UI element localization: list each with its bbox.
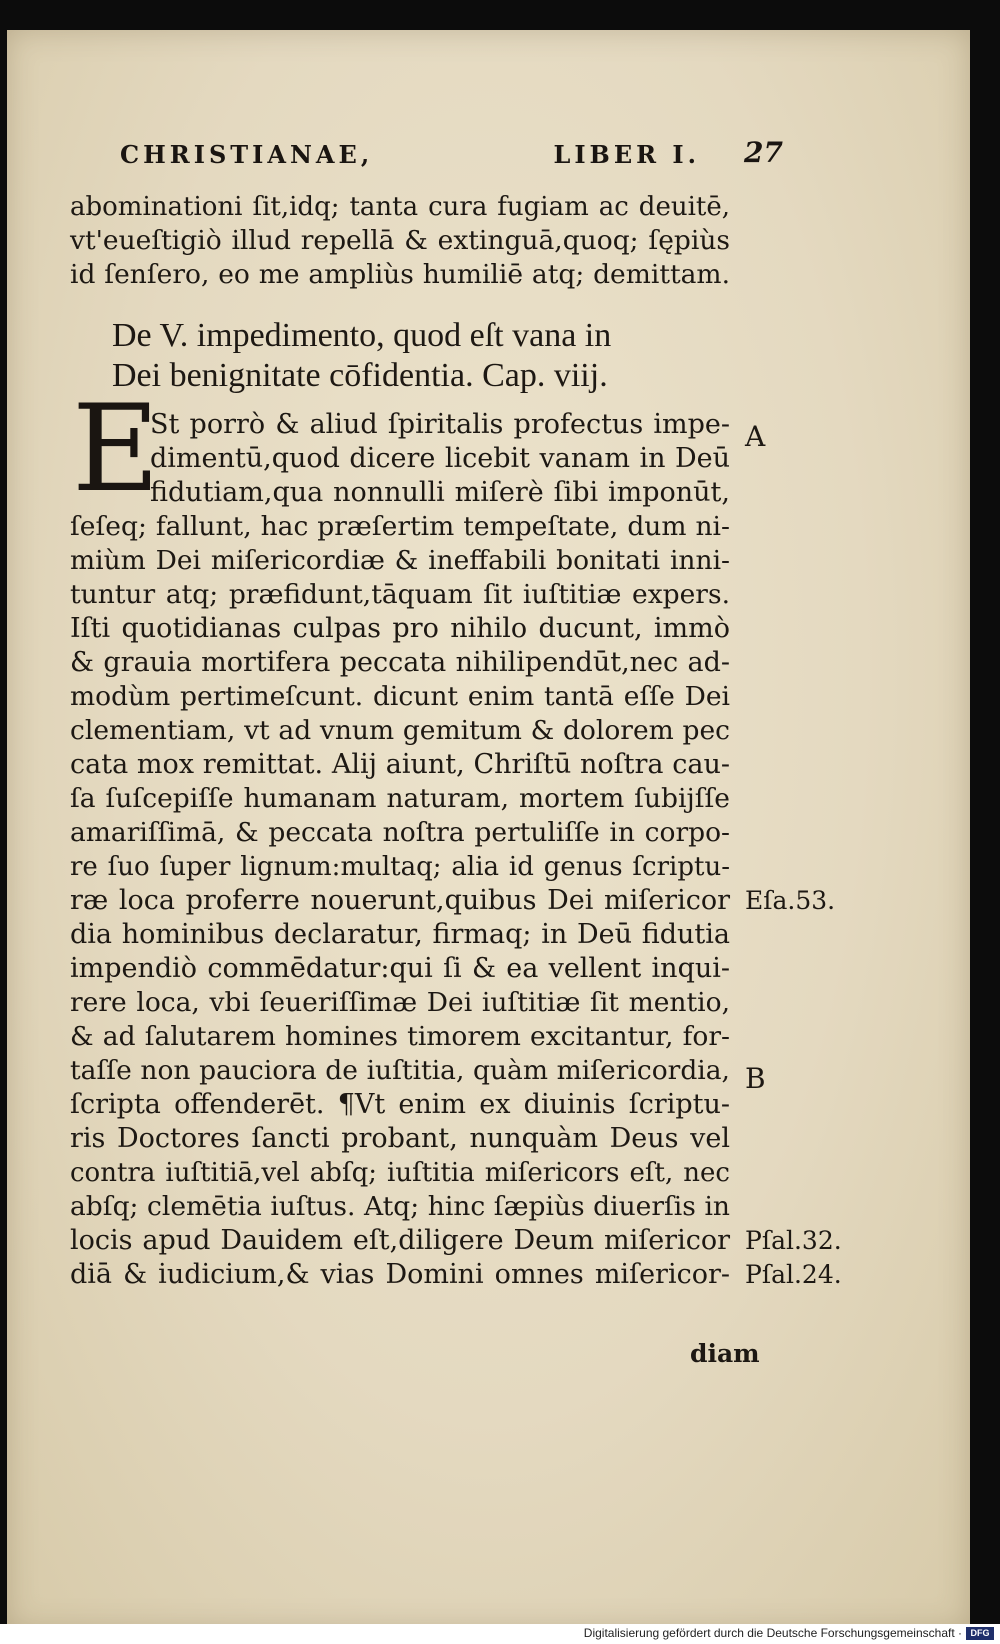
body-line: St porrò & aliud ſpiritalis profectus impe- [150,409,730,440]
body-line: contra iuſtitiā,vel abſq; iuſtitia miſericors eſt, nec [70,1158,730,1188]
margin-note-psal-32: Pſal.32. [745,1226,842,1255]
funding-notice: Digitalisierung gefördert durch die Deutsche Forschungsgemeinschaft · [583,1626,962,1640]
body-line: re ſuo ſuper lignum:multaq; alia id genus ſcriptu- [70,852,730,882]
running-head-left: CHRISTIANAE, [120,140,374,169]
body-line: miùm Dei miſericordiæ & ineffabili bonitati inni- [70,545,730,576]
margin-note-a: A [745,420,766,453]
body-line: impendiò commēdatur:qui ſi & ea vellent inqui- [70,953,730,984]
body-line: ræ loca proferre nouerunt,quibus Dei miſericor [70,885,730,916]
body-line: & grauia mortifera peccata nihilipendūt,nec ad- [70,647,730,678]
drop-cap-initial: E [72,380,160,519]
body-line: ſcripta offenderēt. ¶Vt enim ex diuinis ſcriptu- [70,1089,730,1120]
body-line: modùm pertimeſcunt. dicunt enim tantā eſſe Dei [70,681,730,712]
body-line: Iſti quotidianas culpas pro nihilo ducunt, immò [70,613,730,644]
running-head-right: LIBER I. [553,140,700,169]
margin-note-b: B [745,1062,766,1095]
body-line: clementiam, vt ad vnum gemitum & dolorem pec [70,715,730,746]
page-number: 27 [744,136,783,169]
running-head [120,140,700,169]
body-line: ſeſeq; fallunt, hac præſertim tempeſtate, dum ni- [70,511,730,542]
margin-note-psal-24: Pſal.24. [745,1260,842,1289]
body-line: abſq; clemētia iuſtus. Atq; hinc ſæpiùs diuerſis in [70,1191,730,1222]
body-line: ris Doctores ſancti probant, nunquàm Deus vel [70,1123,730,1154]
body-line: dia hominibus declaratur, firmaq; in Deū fidutia [70,919,730,950]
body-line: ſa ſuſcepiſſe humanam naturam, mortem ſubijſſe [70,783,730,814]
body-line: & ad ſalutarem homines timorem excitantur, for- [70,1021,730,1052]
body-line: tuntur atq; præfidunt,tāquam ſit iuſtitiæ expers. [70,579,730,610]
body-line: amariſſimā, & peccata noſtra pertuliſſe in corpo- [70,817,730,848]
body-line: locis apud Dauidem eſt,diligere Deum miſericor [70,1225,730,1256]
body-line: taſſe non pauciora de iuſtitia, quàm miſericordia, [70,1055,730,1086]
body-line: diā & iudicium,& vias Domini omnes miſericor- [70,1259,730,1290]
chapter-heading-line: De V. impedimento, quod eſt vana in [112,317,612,354]
continuation-line: abominationi ſit,idq; tanta cura fugiam ac deuitē, [70,192,730,222]
margin-note-esa: Eſa.53. [745,886,836,915]
chapter-heading-line: Dei benignitate cōfidentia. Cap. viij. [112,357,608,394]
dfg-logo: DFG [966,1627,994,1640]
continuation-line: id ſenſero, eo me ampliùs humiliē atq; demittam. [70,259,730,290]
body-line: dimentū,quod dicere licebit vanam in Deū [150,443,730,474]
catchword: diam [690,1339,760,1368]
body-line: rere loca, vbi ſeueriſſimæ Dei iuſtitiæ ſit mentio, [70,987,730,1018]
body-line: fidutiam,qua nonnulli miſerè ſibi imponūt, [150,477,730,508]
body-line: cata mox remittat. Alij aiunt, Chriſtū noſtra cau- [70,749,730,780]
continuation-line: vt'eueſtigiò illud repellā & extinguā,quoq; ſępiùs [70,225,730,256]
